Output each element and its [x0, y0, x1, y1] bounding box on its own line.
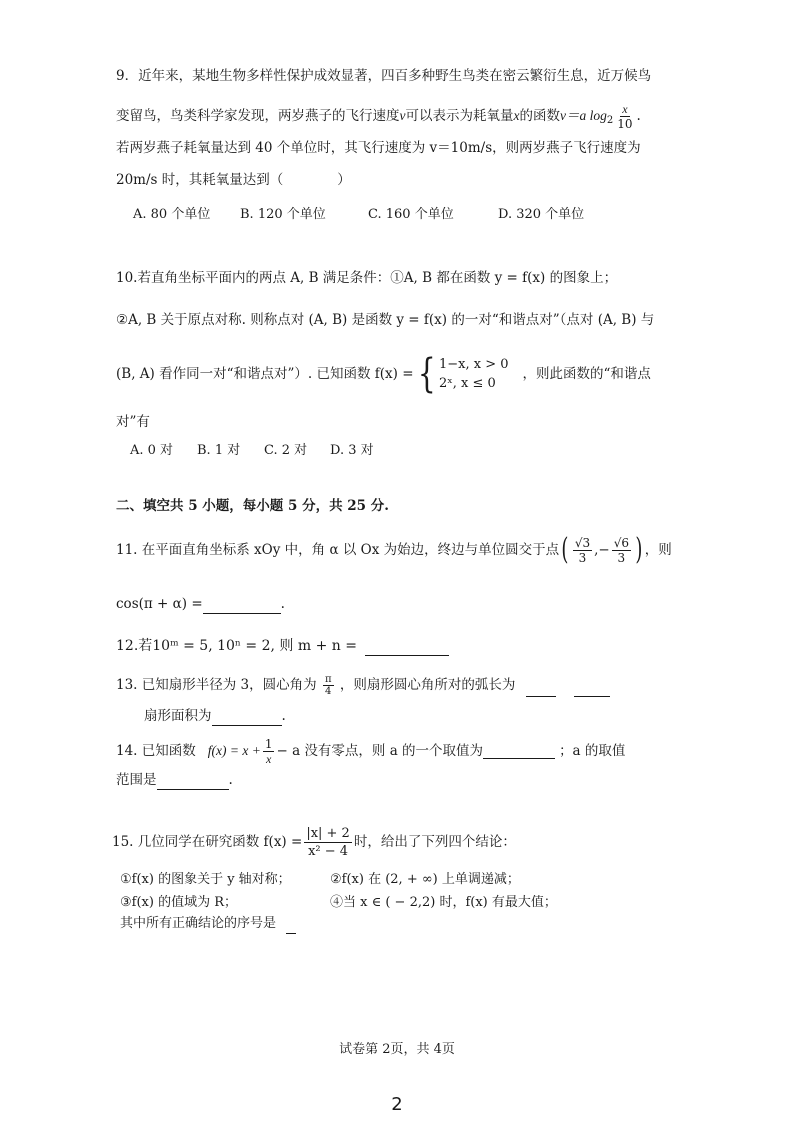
q13-area-blank[interactable] [212, 711, 282, 726]
q13-frac-den: 4 [325, 686, 332, 697]
q15-conclusion-1: ①f(x) 的图象关于 y 轴对称； [120, 872, 291, 887]
page-number: 2 [391, 1094, 403, 1115]
q13-line1-a: 13. 已知扇形半径为 3，圆心角为 [116, 677, 317, 693]
q15-last-text: 其中所有正确结论的序号是 [120, 916, 277, 931]
q10-line2: ②A, B 关于原点对称. 则称点对 (A, B) 是函数 y = f(x) 的一对“和谐点对”（点对 (A, B) 与 [116, 312, 655, 328]
q11-paren-close: ) [635, 532, 643, 567]
q11-paren-open: ( [561, 532, 569, 567]
q13-frac [323, 674, 334, 697]
page-footer: 试卷第 2页，共 4页 [339, 1042, 455, 1057]
q12-line [116, 636, 449, 656]
q9-option-c: C. 160 个单位 [368, 207, 454, 222]
q14-range-blank[interactable] [157, 775, 229, 790]
q10-line3-b: ，则此函数的“和谐点 [522, 366, 651, 382]
q15-answer-blank[interactable] [286, 919, 296, 934]
q9-line1: 9．近年来，某地生物多样性保护成效显著，四百多种野生鸟类在密云繁衍生息，近万候鸟 [116, 68, 652, 84]
q14-line2-text: 范围是 [116, 772, 157, 788]
q11-comma: ,− [594, 542, 610, 558]
q9-option-b: B. 120 个单位 [240, 207, 326, 222]
q14-value-blank[interactable] [483, 744, 555, 759]
q14-line1-b: − a 没有零点，则 a 的一个取值为 [276, 743, 484, 759]
q10-line3-a: (B, A) 看作同一对“和谐点对”）. 已知函数 f(x) = [116, 366, 414, 382]
q10-option-a: A. 0 对 [130, 443, 174, 458]
q10-option-d: D. 3 对 [330, 443, 374, 458]
q14-line1-a: 14. 已知函数 [116, 743, 196, 759]
q9-line4: 20m/s 时，其耗氧量达到（ ） [116, 172, 351, 188]
q15-frac-num: |x| + 2 [306, 825, 350, 841]
q13-line1-b: ，则扇形圆心角所对的弧长为 [339, 677, 516, 693]
q10-piece2: 2ˣ, x ≤ 0 [438, 376, 496, 391]
q11-frac1-den: 3 [578, 550, 587, 565]
q13-line2: 扇形面积为 . [144, 708, 286, 724]
q9-fraction [615, 102, 634, 131]
q14-formula: f(x) = x + [207, 743, 261, 758]
q9-var-v: v [399, 108, 406, 123]
q9-option-d: D. 320 个单位 [498, 207, 585, 222]
q11-frac1 [573, 536, 592, 565]
q9-option-a: A. 80 个单位 [133, 207, 211, 222]
section2-heading: 二、填空共 5 小题，每小题 5 分，共 25 分. [116, 498, 389, 514]
q15-frac-den: x² − 4 [308, 843, 349, 859]
q15-conclusion-4: ④当 x ∈ ( − 2,2) 时，f(x) 有最大值； [330, 895, 557, 910]
q14-frac-num: 1 [264, 736, 273, 751]
q9-line2-e: 的函数 [519, 108, 560, 124]
q9-frac-num: x [622, 102, 628, 116]
q10-line3 [116, 352, 651, 396]
q11-line2: cos(π + α) = . [116, 596, 285, 612]
q9-line3: 若两岁燕子耗氧量达到 40 个单位时，其飞行速度为 v＝10m/s，则两岁燕子飞行速度为 [116, 140, 641, 156]
q9-line2 [116, 102, 641, 131]
q14-line2: 范围是 . [116, 772, 233, 788]
q12-answer-blank[interactable] [365, 641, 449, 656]
q9-line2-end: . [636, 108, 641, 124]
q14-frac-den: x [266, 751, 272, 766]
q11-line1-a: 11. 在平面直角坐标系 xOy 中，角 α 以 Ox 为始边，终边与单位圆交于点 [116, 542, 560, 558]
q9-line2-c: 可以表示为耗氧量 [405, 108, 514, 124]
q15-line1 [112, 822, 516, 862]
q11-frac2-den: 3 [617, 550, 626, 565]
q14-line1-c: ；a 的取值 [559, 743, 626, 759]
q15-frac [304, 825, 352, 860]
q15-conclusion-2: ②f(x) 在 (2, + ∞) 上单调递减； [330, 872, 520, 887]
q11-answer-blank[interactable] [203, 599, 281, 614]
q11-line1-b: ，则 [644, 542, 672, 558]
q11-line1 [116, 530, 672, 570]
q14-frac [263, 737, 275, 766]
q9-log-base: 2 [606, 115, 614, 126]
q15-line1-a: 15. 几位同学在研究函数 f(x) = [112, 834, 303, 850]
q15-last-line [120, 914, 296, 934]
q12-text: 12.若10ᵐ = 5, 10ⁿ = 2, 则 m + n = [116, 638, 357, 654]
q14-line1 [116, 734, 625, 768]
q13-arc-blank[interactable] [526, 682, 556, 697]
q15-line1-b: 时，给出了下列四个结论： [353, 834, 516, 850]
q10-option-c: C. 2 对 [264, 443, 308, 458]
q11-frac2-num: √6 [613, 535, 630, 550]
q9-formula: v＝a log [560, 108, 607, 123]
q11-frac1-num: √3 [574, 535, 591, 550]
q9-line2-a: 变留鸟，鸟类科学家发现，两岁燕子的飞行速度 [116, 108, 400, 124]
q11-line2-text: cos(π + α) = [116, 596, 203, 612]
q9-frac-den: 10 [617, 117, 633, 131]
q11-frac2 [612, 536, 631, 565]
q13-line1 [116, 674, 610, 697]
q10-piecewise [439, 355, 509, 393]
q10-brace: { [417, 351, 436, 397]
q13-line2-text: 扇形面积为 [144, 708, 212, 724]
q10-line4: 对”有 [116, 414, 150, 430]
q13-arc-blank-2[interactable] [574, 682, 610, 697]
q13-frac-num: π [324, 674, 332, 685]
q10-line1: 10.若直角坐标平面内的两点 A, B 满足条件：①A, B 都在函数 y = f(x) 的图象上； [116, 270, 618, 286]
q10-option-b: B. 1 对 [197, 443, 241, 458]
q15-conclusion-3: ③f(x) 的值域为 R； [120, 895, 237, 910]
q9-var-x: x [513, 108, 520, 123]
q10-piece1: 1−x, x > 0 [438, 357, 509, 372]
